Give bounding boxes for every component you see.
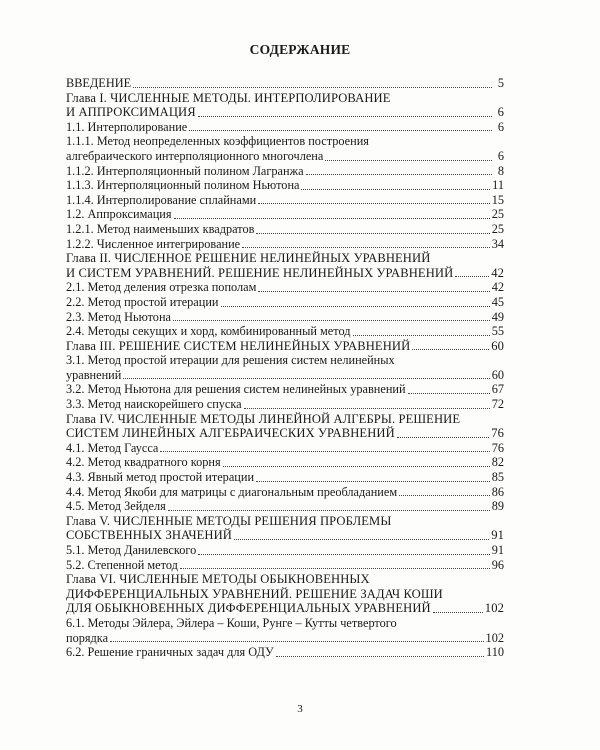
toc-entry-title: СОБСТВЕННЫХ ЗНАЧЕНИЙ: [66, 528, 232, 543]
toc-chapter-entry: [66, 91, 504, 120]
toc-entry-line: [66, 91, 504, 106]
toc-entry-title: 4.1. Метод Гаусса: [66, 440, 159, 455]
toc-entry-line: [66, 353, 504, 368]
toc-page-number: 102: [485, 630, 504, 645]
toc-entry-title: 2.3. Метод Ньютона: [66, 309, 171, 324]
toc-section-entry: [66, 324, 504, 339]
toc-page-number: 76: [491, 440, 504, 455]
toc-page-number: 91: [491, 528, 504, 543]
dot-leader: [256, 480, 490, 482]
toc-entry-title: И СИСТЕМ УРАВНЕНИЙ. РЕШЕНИЕ НЕЛИНЕЙНЫХ УРАВНЕНИЙ: [66, 265, 454, 280]
toc-entry-line: [66, 470, 504, 485]
toc-entry-line: [66, 499, 504, 514]
toc-entry-line: [66, 120, 504, 135]
toc-entry-title: 3.2. Метод Ньютона для решения систем нелинейных уравнений: [66, 382, 406, 397]
table-of-contents: [66, 76, 504, 660]
toc-entry-line: [66, 528, 504, 543]
toc-entry-line: [66, 134, 504, 149]
dot-leader: [168, 509, 490, 511]
toc-page-number: 60: [491, 367, 504, 382]
toc-entry-line: [66, 397, 504, 412]
toc-section-entry: [66, 178, 504, 193]
toc-chapter-entry: [66, 514, 504, 543]
dot-leader: [244, 407, 490, 409]
toc-entry-line: [66, 149, 504, 164]
toc-entry-title: Глава VI. ЧИСЛЕННЫЕ МЕТОДЫ ОБЫКНОВЕННЫХ: [66, 572, 370, 587]
toc-entry-line: [66, 558, 504, 573]
toc-section-entry: [66, 120, 504, 135]
dot-leader: [123, 377, 489, 379]
toc-entry-line: [66, 514, 504, 529]
toc-section-entry: [66, 207, 504, 222]
toc-entry-title: 5.2. Степенной метод: [66, 557, 178, 572]
toc-page-number: 85: [491, 470, 504, 485]
dot-leader: [397, 436, 489, 438]
toc-section-entry: [66, 499, 504, 514]
dot-leader: [433, 611, 483, 613]
toc-entry-title: 1.2.1. Метод наименьших квадратов: [66, 221, 255, 236]
toc-entry-line: [66, 295, 504, 310]
toc-entry-line: [66, 222, 504, 237]
toc-entry-title: алгебраического интерполяционного многочлена: [66, 148, 324, 163]
toc-page-number: 25: [491, 221, 504, 236]
toc-entry-line: [66, 310, 504, 325]
toc-section-entry: [66, 295, 504, 310]
toc-entry-title: 3.3. Метод наискорейшего спуска: [66, 397, 242, 412]
page-number: 3: [297, 703, 303, 715]
toc-page-number: 25: [491, 207, 504, 222]
toc-entry-line: [66, 426, 504, 441]
toc-entry-line: [66, 412, 504, 427]
toc-page-number: 11: [492, 178, 504, 193]
toc-page-number: 82: [491, 455, 504, 470]
toc-entry-title: Глава V. ЧИСЛЕННЫЕ МЕТОДЫ РЕШЕНИЯ ПРОБЛЕМЫ: [66, 513, 392, 528]
toc-section-entry: [66, 134, 504, 163]
toc-entry-title: 3.1. Метод простой итерации для решения систем нелинейных: [66, 353, 395, 368]
toc-page-number: 55: [491, 324, 504, 339]
toc-entry-title: 4.3. Явный метод простой итерации: [66, 470, 255, 485]
toc-entry-title: 6.1. Методы Эйлера, Эйлера – Коши, Рунге – Кутты четвертого: [66, 615, 397, 630]
toc-entry-title: 1.1.3. Интерполяционный полином Ньютона: [66, 178, 300, 193]
dot-leader: [221, 305, 490, 307]
toc-page-number: 42: [491, 265, 504, 280]
toc-section-entry: [66, 353, 504, 382]
toc-section-entry: [66, 76, 504, 91]
toc-section-entry: [66, 222, 504, 237]
toc-section-entry: [66, 543, 504, 558]
dot-leader: [455, 275, 489, 277]
toc-section-entry: [66, 382, 504, 397]
toc-page-number: 34: [491, 236, 504, 251]
toc-entry-title: И АППРОКСИМАЦИЯ: [66, 105, 196, 120]
toc-section-entry: [66, 470, 504, 485]
toc-entry-title: уравнений: [66, 367, 122, 382]
dot-leader: [258, 290, 489, 292]
toc-entry-line: [66, 441, 504, 456]
toc-entry-title: 6.2. Решение граничных задач для ОДУ: [66, 645, 274, 660]
toc-entry-title: СИСТЕМ ЛИНЕЙНЫХ АЛГЕБРАИЧЕСКИХ УРАВНЕНИЙ: [66, 426, 395, 441]
toc-entry-line: [66, 237, 504, 252]
toc-page-number: 6: [497, 105, 504, 120]
toc-entry-title: 1.1.2. Интерполяционный полином Лагранжа: [66, 163, 304, 178]
toc-entry-line: [66, 382, 504, 397]
dot-leader: [276, 655, 484, 657]
dot-leader: [234, 538, 489, 540]
dot-leader: [301, 188, 490, 190]
toc-page-number: 110: [486, 645, 504, 660]
toc-entry-title: 4.5. Метод Зейделя: [66, 499, 166, 514]
toc-chapter-entry: [66, 339, 504, 354]
dot-leader: [198, 115, 492, 117]
dot-leader: [242, 246, 490, 248]
toc-section-entry: [66, 193, 504, 208]
dot-leader: [173, 319, 490, 321]
toc-entry-line: [66, 207, 504, 222]
toc-entry-line: [66, 164, 504, 179]
toc-page-number: 6: [497, 148, 504, 163]
dot-leader: [223, 465, 490, 467]
toc-chapter-entry: [66, 412, 504, 441]
toc-entry-line: [66, 193, 504, 208]
dot-leader: [325, 159, 492, 161]
toc-page-number: 15: [491, 192, 504, 207]
toc-entry-line: [66, 601, 504, 616]
dot-leader: [399, 494, 490, 496]
dot-leader: [256, 232, 489, 234]
toc-entry-line: [66, 572, 504, 587]
dot-leader: [258, 202, 490, 204]
toc-page-number: 8: [497, 163, 504, 178]
toc-entry-title: Глава II. ЧИСЛЕННОЕ РЕШЕНИЕ НЕЛИНЕЙНЫХ УРАВНЕНИЙ: [66, 251, 431, 266]
toc-entry-title: Глава IV. ЧИСЛЕННЫЕ МЕТОДЫ ЛИНЕЙНОЙ АЛГЕБРЫ. РЕШЕНИЕ: [66, 411, 461, 426]
toc-entry-line: [66, 485, 504, 500]
toc-page-number: 96: [491, 557, 504, 572]
toc-section-entry: [66, 616, 504, 645]
toc-entry-line: [66, 251, 504, 266]
dot-leader: [408, 392, 490, 394]
toc-page-number: 86: [491, 484, 504, 499]
toc-chapter-entry: [66, 572, 504, 616]
toc-page-number: 91: [491, 543, 504, 557]
toc-entry-line: [66, 631, 504, 646]
dot-leader: [180, 567, 490, 569]
toc-entry-line: [66, 368, 504, 383]
toc-section-entry: [66, 280, 504, 295]
toc-entry-title: 2.4. Методы секущих и хорд, комбинированный метод: [66, 324, 351, 339]
toc-entry-line: [66, 616, 504, 631]
toc-entry-title: порядка: [66, 630, 109, 645]
toc-page-number: 45: [491, 294, 504, 309]
dot-leader: [174, 217, 490, 219]
toc-entry-line: [66, 280, 504, 295]
toc-section-entry: [66, 485, 504, 500]
toc-entry-line: [66, 76, 504, 91]
toc-entry-title: Глава I. ЧИСЛЕННЫЕ МЕТОДЫ. ИНТЕРПОЛИРОВАНИЕ: [66, 90, 391, 105]
toc-page-number: 89: [491, 499, 504, 514]
dot-leader: [160, 450, 489, 452]
toc-page-number: 5: [497, 76, 504, 90]
toc-entry-line: [66, 324, 504, 339]
toc-entry-title: 5.1. Метод Данилевского: [66, 543, 197, 557]
toc-page-number: 67: [491, 382, 504, 397]
toc-page-number: 76: [491, 426, 504, 441]
toc-entry-title: 2.2. Метод простой итерации: [66, 294, 219, 309]
toc-entry-title: 1.1.4. Интерполирование сплайнами: [66, 192, 257, 207]
toc-entry-title: 4.2. Метод квадратного корня: [66, 455, 221, 470]
toc-entry-line: [66, 105, 504, 120]
dot-leader: [412, 348, 489, 350]
dot-leader: [189, 129, 492, 131]
toc-entry-title: 1.2.2. Численное интегрирование: [66, 236, 241, 251]
toc-page-number: 49: [491, 309, 504, 324]
toc-entry-line: [66, 543, 504, 558]
toc-section-entry: [66, 441, 504, 456]
toc-entry-line: [66, 178, 504, 193]
toc-section-entry: [66, 397, 504, 412]
dot-leader: [306, 173, 492, 175]
toc-entry-line: [66, 455, 504, 470]
dot-leader: [353, 334, 490, 336]
toc-entry-title: 1.2. Аппроксимация: [66, 207, 172, 222]
toc-page-number: 42: [491, 280, 504, 295]
toc-entry-line: [66, 339, 504, 354]
toc-section-entry: [66, 645, 504, 660]
toc-entry-title: 1.1. Интерполирование: [66, 119, 188, 134]
toc-title: СОДЕРЖАНИЕ: [249, 42, 351, 57]
toc-page-number: 6: [497, 119, 504, 134]
dot-leader: [198, 553, 489, 555]
toc-chapter-entry: [66, 251, 504, 280]
toc-page-number: 72: [491, 397, 504, 412]
toc-entry-title: ВВЕДЕНИЕ: [66, 76, 132, 90]
toc-section-entry: [66, 164, 504, 179]
toc-entry-title: 2.1. Метод деления отрезка пополам: [66, 280, 257, 295]
toc-section-entry: [66, 237, 504, 252]
toc-entry-title: ДЛЯ ОБЫКНОВЕННЫХ ДИФФЕРЕНЦИАЛЬНЫХ УРАВНЕНИЙ: [66, 601, 431, 616]
toc-entry-line: [66, 266, 504, 281]
toc-entry-line: [66, 645, 504, 660]
toc-entry-title: 1.1.1. Метод неопределенных коэффициентов построения: [66, 134, 369, 149]
dot-leader: [133, 86, 492, 88]
toc-entry-title: 4.4. Метод Якоби для матрицы с диагональным преобладанием: [66, 484, 398, 499]
dot-leader: [110, 640, 484, 642]
toc-section-entry: [66, 310, 504, 325]
toc-page-number: 60: [491, 338, 504, 353]
toc-section-entry: [66, 558, 504, 573]
toc-entry-title: Глава III. РЕШЕНИЕ СИСТЕМ НЕЛИНЕЙНЫХ УРАВНЕНИЙ: [66, 338, 411, 353]
toc-section-entry: [66, 455, 504, 470]
toc-page-number: 102: [484, 601, 504, 616]
toc-entry-title: ДИФФЕРЕНЦИАЛЬНЫХ УРАВНЕНИЙ. РЕШЕНИЕ ЗАДАЧ КОШИ: [66, 586, 443, 601]
toc-entry-line: [66, 587, 504, 602]
